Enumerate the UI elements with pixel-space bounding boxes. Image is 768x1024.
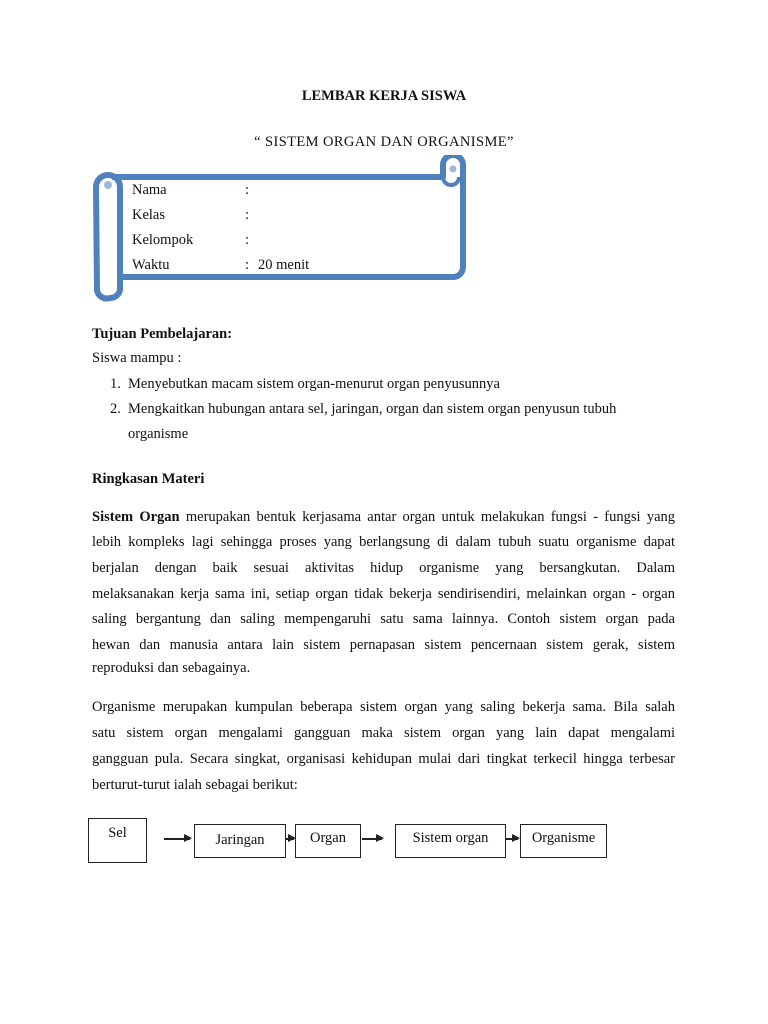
arrow-icon	[286, 838, 294, 840]
label-kelompok: Kelompok	[132, 232, 194, 248]
list-number: 2.	[110, 401, 121, 417]
colon: :	[245, 207, 250, 223]
label-nama: Nama	[132, 182, 167, 198]
label-kelas: Kelas	[132, 207, 166, 223]
scroll-banner	[88, 155, 478, 305]
text-line: saling bergantung dan saling mempengaruhi satu sama lainnya. Contoh sistem organ pada	[92, 611, 675, 627]
arrow-icon	[362, 838, 382, 840]
tujuan-intro: Siswa mampu :	[92, 350, 182, 366]
value-waktu: 20 menit	[258, 257, 310, 273]
text-line: hewan dan manusia antara lain sistem pernapasan sistem pencernaan sistem gerak, sistem	[92, 637, 675, 653]
text-line: reproduksi dan sebagainya.	[92, 660, 251, 676]
text-line: Organisme merupakan kumpulan beberapa sistem organ yang saling bekerja sama. Bila salah	[92, 699, 675, 715]
flow-box-jaringan: Jaringan	[194, 824, 286, 858]
list-item: Menyebutkan macam sistem organ-menurut organ penyusunnya	[128, 376, 500, 392]
colon: :	[245, 257, 250, 273]
list-number: 1.	[110, 376, 121, 392]
colon: :	[245, 232, 250, 248]
arrow-icon	[164, 838, 190, 840]
flow-box-sistem-organ: Sistem organ	[395, 824, 506, 858]
text-line: satu sistem organ mengalami gangguan maka sistem organ yang lain dapat mengalami	[92, 725, 675, 741]
text-line: berturut-turut ialah sebagai berikut:	[92, 777, 298, 793]
page-subtitle: “ SISTEM ORGAN DAN ORGANISME”	[254, 134, 514, 150]
term-sistem-organ: Sistem Organ	[92, 509, 180, 525]
tujuan-heading: Tujuan Pembelajaran:	[92, 326, 233, 342]
text-line: lebih kompleks lagi sehingga proses yang berlangsung di dalam tubuh suatu organisme dapat	[92, 534, 675, 550]
text-line: berjalan dengan baik sesuai aktivitas hidup organisme yang bersangkutan. Dalam	[92, 560, 675, 576]
page-title: LEMBAR KERJA SISWA	[301, 88, 467, 104]
text-line: melaksanakan kerja sama ini, setiap organ tidak bekerja sendirisendiri, melainkan organ - organ	[92, 586, 675, 602]
arrow-icon	[506, 838, 518, 840]
flow-box-organisme: Organisme	[520, 824, 607, 858]
list-item-continuation: organisme	[128, 426, 189, 442]
list-item: Mengkaitkan hubungan antara sel, jaringan, organ dan sistem organ penyusun tubuh	[128, 401, 617, 417]
text-line: gangguan pula. Secara singkat, organisasi kehidupan mulai dari tingkat terkecil hingga terbesar	[92, 751, 675, 767]
flow-box-sel: Sel	[88, 818, 147, 863]
colon: :	[245, 182, 250, 198]
flow-box-organ: Organ	[295, 824, 361, 858]
text-line: merupakan bentuk kerjasama antar organ untuk melakukan fungsi - fungsi yang	[179, 509, 676, 525]
label-waktu: Waktu	[132, 257, 170, 273]
ringkasan-heading: Ringkasan Materi	[92, 471, 205, 487]
